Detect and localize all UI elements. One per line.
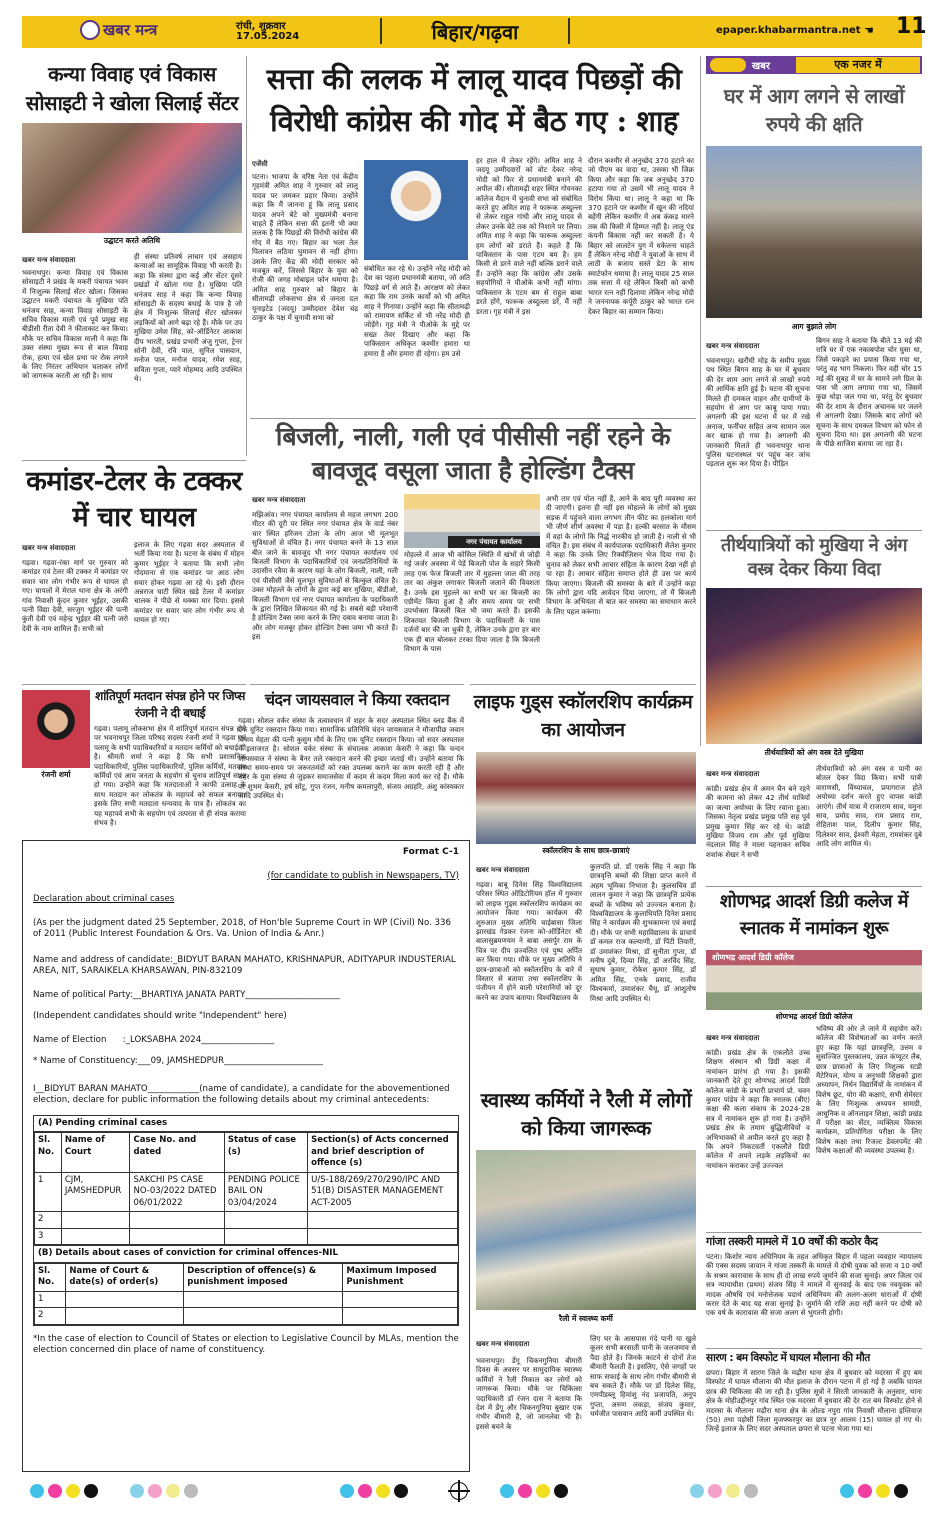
shonbhadra-byline: खबर मन्त्र संवाददाता: [706, 1034, 760, 1042]
kanya-photo: [22, 123, 242, 233]
commander-byline: खबर मन्त्र संवाददाता: [22, 544, 76, 552]
ek-nazar-logo-icon: [710, 58, 746, 72]
bijli-text-col1: मझिआंव। नगर पंचायत कार्यालय से महज लगभग 200 मीटर की दूरी पर स्थित नगर पंचायत क्षेत्र के वार्ड नंबर चार स्थित हरिजन टोला के लोग आज भी मूलभूत सुविधाओं से वंचित है। नगर पंचायत बनने के 13 साल बीत जाने के बावजूद भी नगर पंचायत कार्यालय एवं बिजली विभाग के पदाधिकारियों एवं जनप्रतिनिधियों के उदासीन रवैया के कारण यहां के लोग बिजली, नाली, गली एवं पीसीसी जैसे मूलभूत सुविधाओं से बिल्कुल वंचित है। उक्त मोहल्ले के लोगों के द्वारा कई बार मुखिया, बीडीओ, बिजली विभाग एवं नगर पंचायत कार्यालय के पदाधिकारी के द्वारा लिखित शिकायत की गई है। सबसे बड़ी परेशानी है होल्डिंग टैक्स जमा करने के लिए दबाव बनाया जाता है। और लोग मजबूर होकर होल्डिंग टैक्स जमा भी करते हैं। इस: [252, 510, 398, 642]
table-cell: 1: [35, 1172, 62, 1212]
table-header-cell: Maximum Imposed Punishment: [343, 1263, 458, 1291]
form-footnote: *In the case of election to Council of States or election to Legislative Council by MLAs, mention the election concerned din place of name of constituency.: [33, 1333, 459, 1355]
chandan-text: गढ़वा। सोशल वर्कर संस्था के तत्वावधान में शहर के सदर अस्पताल स्थित ब्लड बैंक में एक यूनिट रक्तदान किया गया। सामाजिक प्रतिनिधि चंदन जायसवाल ने मौजापीछ जवान विजय मेहता की पत्नी कुसुम मौर्य के लिए एक यूनिट रक्तदान किया। जो सदर अस्पताल में इलाजरत है। सोशल वर्कर संस्था के संचालक आकाश केसरी ने कहा कि चन्दन जायसवाल ने संस्था के बैनर तले रक्तदान करने की इच्छा जताई थी। उन्होंने बताया कि संस्था समय-समय पर जरूरतमंदों को रक्त उपलब्ध कराने का काम करती रही है और शहर के युवा संस्था से जुड़कर समाजसेवा में कदम से कदम मिला कार्य कर रहे हैं। मौके पर शुभम केसरी, हर्ष सोंटू, गुप्त रंजन, मनीष कमलापुरी, संजय अग्रहरि, अंशु कांस्यकार आदि उपस्थित थे।: [238, 716, 464, 801]
form-section-b: (B) Details about cases of conviction for criminal offences-NIL: [34, 1245, 458, 1263]
table-cell: [224, 1228, 307, 1245]
brand-logo-icon: [80, 20, 100, 40]
table-header-cell: Name of Court & date(s) of order(s): [66, 1263, 184, 1291]
swasthya-text-col2: लिए घर के आसपास गंदे पानी या खुले कूलर सभी बरसाती पानी के जलजमाव से पैदा होते है। जिनके काटने से दोनों तेज बीमारी फैलती है। इसलिए, ऐसे जगहों पर साफ सफाई के साथ लोग गंभीर बीमारी से बच सकते हैं। मौके पर डॉ दिलेश सिंह, एमपीडब्लू हिमांशु नंद प्रजापति, अनूप गुप्ता, अरुण लकड़ा, संजय कुमार, धर्मजीत पासवान आदि कर्मी उपस्थित थे।: [590, 1334, 696, 1419]
form-section-a: (A) Pending criminal cases: [34, 1116, 458, 1133]
shonbhadra-banner: शोणभद्र आदर्श डिग्री कॉलेज: [712, 953, 794, 962]
kanya-byline: खबर मन्त्र संवाददाता: [22, 256, 76, 264]
table-cell: [61, 1212, 130, 1229]
shonbhadra-text-col1: कांडी। प्रखंड क्षेत्र के एकलौते उच्च शिक्षण संस्थान श्री डिग्री कक्षा में नामांकन प्रारंभ हो गया है। इसकी जानकारी देते हुए शोणभद्र आदर्श डिग्री कॉलेज कांडी के प्रभारी प्राचार्य प्रो. चवन कुमार पांडेय ने कहा कि स्नातक (बीए) कक्षा की कला संकाय के 2024-28 सत्र में नामांकन शुरू हो गया है। उन्होंने प्रखंड क्षेत्र के तमाम बुद्धिजीवियों व अभिभावकों से अपील करते हुए कहा है कि अपने निकटवर्ती एकलौते डिग्री कॉलेज में अपने लड़के लड़कियों का नामांकन कराकर उन्हें उज्ज्वल: [706, 1048, 810, 1170]
table-cell: [130, 1228, 224, 1245]
commander-text-col1: गढ़वा। गढ़वा-रंका मार्ग पर गुरुवार को कमांडर एवं टेलर की टक्कर में कमांडर पर सवार चार लोग गंभीर रूप से घायल हो गए। घायलों में मेराल थाना क्षेत्र के अरंगी गांव निवासी कुंदन कुमार भूईहर, उसकी पत्नी विद्या देवी, सरजुग भूईहर की पत्नी कुंती देवी एवं महेन्द्र भूईहर की पत्नी जरो देवी के नाम शामिल हैं। सभी को: [22, 558, 128, 633]
table-cell: PENDING POLICE BAIL ON 03/04/2024: [224, 1172, 307, 1212]
tirth-photo: [706, 588, 922, 744]
shah-text-col4: दौरान कश्मीर से अनुच्छेद 370 हटाने का जो पीएम का वादा था, उसका भी जिक्र किया और कहा कि जब अनुच्छेद 370 हटाया गया तो उसमें भी लालू यादव ने विरोध किया था। लालू ने कहा था कि 370 हटाने पर कश्मीर में खून की नदियां बहेंगी लेकिन कश्मीर में अब कंकड़ मारने तक की किसी में हिम्मत नहीं है। लालू एंड कंपनी बिकास नहीं कर सकती है। ये बिहार को लालटेन युग में धकेलना चाहते हैं लेकिन नरेन्द्र मोदी ने युवाओं के साथ में लाठी के बजाय सस्ते डेटा के साथ स्मार्टफोन थमाया है। लालू यादव 25 साल तक सत्ता में रहे लेकिन किसी को कभी भारत रत्न नहीं दिलाया लेकिन नरेन्द्र मोदी ने जननायक कर्पूरी ठाकुर को भारत रत्न देकर बिहार का सम्मान किया।: [588, 156, 694, 316]
table-cell: SAKCHI PS CASE NO-03/2022 DATED 06/01/2022: [130, 1172, 224, 1212]
commander-headline: कमांडर-टेलर के टक्कर में चार घायल: [26, 466, 242, 533]
kanya-headline: कन्या विवाह एवं विकास सोसाइटी ने खोला सिलाई सेंटर: [25, 62, 239, 115]
table-cell: [308, 1212, 458, 1229]
aag-photo: [706, 146, 922, 318]
pending-case-row: [35, 1228, 458, 1245]
shanti-text: गढ़वा। पलामू लोकसभा क्षेत्र में शांतिपूर्ण मतदान संपन्न होने पर भवनाथपुर जिला परिषद सदस्य रंजनी शर्मा ने गढ़वा एवं पलामू के सभी पदाधिकारियों व मतदान कर्मियों को बधाई दी है। श्रीमती शर्मा ने कहा है कि सभी प्रशासनिक पदाधिकारियों, पुलिस पदाधिकारियों, पुलिस कर्मियों, मतदान कर्मियों एवं आम जनता के सहयोग से चुनाव शांतिपूर्ण संपन्न हो गया। उन्होंने कहा कि मतदाताओं ने काफी उत्साह के साथ मतदान कर लोकतंत्र के महापर्व को सफल बनाया। इसके लिए सभी मतदाता धन्यवाद के पात्र हैं। लोकतंत्र का यह महापर्व सभी के सहयोग एवं तत्परता से ही संपन्न कराया संभव है।: [94, 724, 246, 828]
table-cell: 2: [35, 1308, 66, 1325]
bijli-text-col2: मोहल्ले में आज भी कोसिल स्थिति में खंभों से जोड़ी गई जर्जर अवस्था में पेड़ें बिजली पोल के सहारे किसी तरह एक फेज बिजली तार में मुहल्ला जाल की तरह तार का अंकुश लगाकर बिजली जलाने की विवशता है। उनके इस मुहल्ले का सभी घर का बिजली का एग्रीमेंट किया हुआ है और समय समय पर सभी उपभोक्ता बिजली बिल भी जमा करते हैं। इसकी शिकायत बिजली विभाग के पदाधिकारी के पास दर्जनों बार की जा चुकी है, लेकिन उनके द्वारा हर बार एक ही बात बोलकर टरका दिया जाता है कि बिजली विभाग के पास: [404, 550, 540, 654]
table-cell: [308, 1228, 458, 1245]
shonbhadra-text-col2: भविष्य की ओर ले जाने में सहयोग करें। कॉलेज की विशेषताओं का वर्णन करते हुए कहा कि यहां छात्रवृत्ति, उत्तम व सुसज्जित पुस्तकालय, उन्नत कंप्यूटर लैब, छात्र छात्राओं के लिए निशुल्क स्टडी मैटेरियल, योग्य व अनुभवी शिक्षकों द्वारा अध्यापन, निर्धन विद्यार्थियों के नामांकन में विशेष छूट, योग की कक्षाएं, सभी सेमेस्टर के लिए निःशुल्क अध्ययन सामग्री, आधुनिक व ऑनलाइन शिक्षा, कांडी प्रखंड में परीक्षा का सेंटर, व्यक्तित्व विकास कार्यक्रम, प्रतियोगिता परीक्षा के लिए विशेष कक्षा तथा रिजल्ट डेवलपमेंट की विशेष कक्षाओं की व्यवस्था उपलब्ध है।: [816, 1024, 922, 1156]
aag-headline: घर में आग लगने से लाखों रुपये की क्षति: [723, 84, 905, 136]
swasthya-headline: स्वास्थ्य कर्मियों ने रैली में लोगों को किया जागरूक: [480, 1088, 692, 1140]
form-title: Format C-1: [402, 847, 459, 857]
commander-text-col2: इलाज के लिए गढ़वा सदर अस्पताल में भर्ती किया गया है। घटना के संबंध में मोहन कुमार भूईहर ने बताया कि सभी लोग गोदमाना से एक कमांडर पर आठ लोग सवार होकर गढ़वा आ रहे थे। इसी दौरान अन्नराज घाटी स्थित खड़े टेलर में कमांडर चालक ने पीछे से धक्का मार दिया। इससे कमांडर पर सवार चार लोग गंभीर रूप से घायल हो गए।: [134, 540, 244, 625]
swasthya-photo: [476, 1150, 696, 1310]
table-cell: [130, 1212, 224, 1229]
tirth-text-col1: कांडी। प्रखंड क्षेत्र में अमन चैन बने रहने की कामना को लेकर 42 तीर्थ यात्रियों का जत्था अयोध्या के लिए रवाना हुआ। जिसका नेतृत्व प्रखंड प्रमुख पति सह पूर्व प्रमुख कुमार सिंह कर रहे थे। कांडी मुखिया विजय राम और पूर्व मुखिया नंदलाल सिंह ने माला पहनाकर सचिव शशांक शेखर ने सभी: [706, 784, 810, 859]
form-judgment: (As per the judgment dated 25 September, 2018, of Hon'ble Supreme Court in WP (Civil) No. 336 of 2011 (Public Interest Foundation & Ors. Va. Union of India & Anr.): [33, 917, 451, 939]
saran-headline: सारण : बम विस्फोट में घायल मौलाना की मौत: [706, 1352, 870, 1364]
table-header-cell: Description of offence(s) & punishment imposed: [184, 1263, 343, 1291]
life-text-col1: गढ़वा। बाबू दिनेश सिंह विश्वविद्यालय परिसर स्थित ऑडिटोरियम हॉल में गुरुवार को लाइफ गुड्स स्कॉलरशिप कार्यक्रम का आयोजन किया गया। कार्यक्रम की शुरुआत मुख्य अतिथि चाईबासा जिला झारखंड गेडकर रंजना को-ऑर्डिनेटर श्री बालासुब्रमणयम ने बाबा असर्पुर राम के चित्र पर दीप प्रज्वलित एवं पुष्प अर्पित कर किया गया। मौके पर मुख्य अतिथि ने छात्र-छात्राओं को स्कॉलरशिप के बारे में विस्तार से बताया तथा स्कॉलरशिप के पंजीयन में होने वाली परेशानियों को दूर करने का उपाय बताया। विश्वविद्यालय के: [476, 880, 582, 1002]
ganja-text: पटना। किशोर न्याय अधिनियम के तहत अधिकृत बिहार में पहला व्यवहार न्यायालय की एक्स सदस्य जावान ने गांजा तस्करी के मामले में दोषी युवक को सजा व 10 वर्षों के सश्रम कारावास के साथ ही दो लाख रुपये जुर्माने की सजा सुनाई। अपर जिला एवं सत्र न्यायाधीश (प्रथम) संजय सिंह ने मामले में सुनवाई के बाद एक नवयुवक को मादक औषधि एवं मनोत्तेजक पदार्थ अधिनियम की अलग-अलग धाराओं में दोषी करार देते के बाद यह सजा सुनाई है। जुर्माने की राशि अदा नहीं करने पर दोषी को एक वर्ष के कारावास की सजा अलग से भुगतनी होगी।: [706, 1252, 922, 1318]
bijli-byline: खबर मन्त्र संवाददाता: [252, 496, 306, 504]
epaper-url[interactable]: epaper.khabarmantra.net: [716, 25, 861, 36]
table-cell: [184, 1291, 343, 1308]
swasthya-byline: खबर मन्त्र संवाददाता: [476, 1340, 530, 1348]
table-header-cell: Name of Court: [61, 1133, 130, 1173]
ganja-headline: गांजा तस्करी मामले में 10 वर्षों की कठोर कैद: [706, 1235, 878, 1248]
footer-color-marks: [0, 1480, 945, 1510]
table-cell: 2: [35, 1212, 62, 1229]
table-cell: [61, 1228, 130, 1245]
bijli-text-col3: अभी तार एवं पोल नहीं है, आने के बाद पूरी व्यवस्था कर दी जाएगी। इतना ही नहीं इस मोहल्ले के लोगों को मुख्य सड़क में पहुंचने वाला लगभग तीन फीट का हलकोला मार्ग भी जीर्ण शीर्ण अवस्था में पड़ा है। हल्की बरसात के मौसम में वहां के लोगों कि निर्द्ध नारकीय हो जाती है। नाली से भी वंचित है। इस संबंध में कार्यपालक पदाधिकारी शैलेश कुमार ने कहा कि उनके लिए रिक्वीज़िशन भेज दिया गया है। चुनाव को लेकर सभी आचार संहिता के कारण देखा नहीं हो पा रहा है। आचार संहिता समाप्त होते ही उस पर कार्य किया जाएगा। बिजली की समस्या के बारे में उन्होंने कहा कि लोगों द्वारा यदि आवेदन दिया जाएगा, तो मैं बिजली विभाग के अभियंता से बात कर समस्या का समाधान करने के लिए पहल करूंगा।: [546, 494, 696, 616]
pending-cases-table: [34, 1132, 458, 1245]
cursor-icon: ☚: [864, 24, 874, 37]
kanya-caption: उद्घाटन करते अतिथि: [103, 236, 161, 245]
form-subtitle: (for candidate to publish in Newspapers, TV): [267, 870, 459, 881]
pending-case-row: [35, 1172, 458, 1212]
shah-headline: सत्ता की ललक में लालू यादव पिछड़ों की विरोधी कांग्रेस की गोद में बैठ गए : शाह: [266, 62, 682, 138]
ek-nazar-tag: खबर: [752, 61, 770, 72]
kanya-text-col2: ही संस्था प्रतिवर्ष लाचार एवं असहाय कन्याओं का सामूहिक विवाह भी करती है। कहा कि संस्था द्वारा कई और सेंटर दूसरे प्रखंडों में खोला गया है। मुखिया पति धनंजय साह ने कहा कि कन्या विवाह सोसाइटी के सदस्य बधाई के पात्र है जो क्षेत्र में निःशुल्क सिलाई सेंटर खोलकर लड़कियों को आगे बढ़ा रहे हैं। मौके पर उप मुखिया उमेश सिंह, को-ऑर्डिनेटर आकाश दीप भारती, प्रखंड प्रभारी अंजु गुप्ता, ट्रेनर सोनी देवी, रवि पाल, सुनिल पासवान, मनोज पाल, मनोज यादव, रमेश साह, सविता गुप्ता, प्यारे मोहम्मद आदि उपस्थित थे।: [134, 252, 242, 384]
aag-text-col1: भवनाथपुर। खरौंधी मोड़ के समीप मुख्य पथ स्थित बिगन साह के घर में बुधवार की देर शाम आग लगने से लाखों रुपये की आर्थिक क्षति हुई है। घटना की सूचना मिलते ही दमकल वाहन और ग्रामीणों के सहयोग से आग पर काबू पाया गया। अगलगी की इस घटना में घर में रखे अनाज, फर्नीचर सहित अन्य सामान जल कर खाक हो गया है। अगलगी की जानकारी मिलते ही भवनाथपुर थाना पुलिस घटनास्थल पर पहुंच कर जांच पड़ताल शुरू कर दिया है। पीड़ित: [706, 356, 810, 469]
conviction-row: [35, 1291, 458, 1308]
table-cell: [224, 1212, 307, 1229]
form-statement: I__BIDYUT BARAN MAHATO____________(name of candidate), a candidate for the abovementioned election, declare for public information the following details about my criminal antecedents:: [33, 1083, 450, 1105]
table-header-cell: Section(s) of Acts concerned and brief description of offence (s): [308, 1133, 458, 1173]
chandan-headline: चंदन जायसवाल ने किया रक्तदान: [264, 690, 450, 709]
form-independent: (Independent candidates should write "Independent" here): [33, 1011, 287, 1021]
shah-byline: एजेंसी: [252, 160, 268, 168]
table-cell: [184, 1308, 343, 1325]
kanya-text-col1: भवनाथपुर। कन्या विवाह एवं विकास सोसाइटी ने प्रखंड के मकरी पंचायत भवन में निःशुल्क सिलाई सेंटर खोला। जिसका उद्घाटन मकरी पंचायत के मुखिया पति धनंजय साह, कन्या विवाह सोसाइटी के सचिव विकास माली एवं पूर्व प्रमुख सह बीडीसी रीता देवी ने फीताकाट कर किया। मौके पर सचिव विकास माली ने कहा कि उक्त संस्था मुख्य रूप से बाल विवाह रोक, हत्या एवं खेल प्रथा पर रोक लगाने के लिए निरंतर अभियान चलाकर लोगों को जागरूक करती आ रही है। साथ: [22, 268, 128, 381]
table-cell: [66, 1291, 184, 1308]
page-number: 11: [896, 14, 927, 39]
aag-text-col2: बिगन साह ने बताया कि बीते 13 मई की रात्रि घर में एक नकाबपोश चोर घुसा था, जिसे पकड़ने का प्रयास किया गया था, परंतु वह भाग निकला। फिर वही चोर 15 मई की सुबह में घर के सामने लगे ग्रिल के पास भी आग लगाया गया था, जिसमें कुछ थोड़ा जल गया था, परंतु देर बुधवार की देर शाम के दौरान अचानक घर जलने से अगलगी देखा। जिसके बाद लोगों को सूचना के साथ दमकल विभाग को फोन से सूचना दिया था। इस अगलगी की घटना के पीछे साजिश बताया जा रहा है।: [816, 336, 922, 449]
life-text-col2: कुलपति प्रो. डॉ एसके सिंह ने कहा कि छात्रवृत्ति बच्चों की शिक्षा प्राप्त करने में अहम भूमिका निभाता है। कुलसचिव डॉ लालन कुमार ने कहा कि छात्रवृत्ति प्रत्येक बच्चों के भविष्य को उज्ज्वल बनाता है। विश्वविद्यालय के कुलाधिपति दिनेश प्रसाद सिंह ने कार्यक्रम की शुभकामना एवं बधाई दी। मौके पर सभी महाविद्यालय के प्राचार्य डॉ कमल राज कल्याणी, डॉ पिंटी तिवारी, डॉ उमाशंकर मिश्रा, डॉ सुनीता गुप्ता, डॉ मनीष दुबे, दिव्या सिंह, डॉ अरविंद सिंह, सुधाष कुमार, रोकेश कुमार सिंह, डॉ अमित सिंह, एनके प्रसाद, राजीव विश्वकर्मा, उमाशंकर चैधू, डॉ आशुतोष मिश्रा आदि उपस्थित थे।: [590, 862, 696, 1003]
shonbhadra-caption: शोणभद्र आदर्श डिग्री कॉलेज: [775, 1012, 853, 1021]
table-header-cell: Sl. No.: [35, 1133, 62, 1173]
bijli-caption: नगर पंचायत कार्यालय: [448, 536, 540, 548]
table-cell: CJM, JAMSHEDPUR: [61, 1172, 130, 1212]
shanti-headline: शांतिपूर्ण मतदान संपन्न होने पर जिप्स रंजनी ने दी बधाई: [95, 689, 245, 720]
shanti-caption: रंजनी शर्मा: [41, 770, 71, 779]
life-byline: खबर मन्त्र संवाददाता: [476, 866, 530, 874]
table-header-cell: Sl. No.: [35, 1263, 66, 1291]
shonbhadra-headline: शोणभद्र आदर्श डिग्री कलेज में स्नातक में नामांकन शुरू: [719, 891, 909, 939]
table-cell: 1: [35, 1291, 66, 1308]
tirth-byline: खबर मन्त्र संवाददाता: [706, 770, 760, 778]
shah-photo: [364, 160, 468, 260]
form-declaration: Declaration about criminal cases: [33, 894, 175, 904]
brand-name: खबर मन्त्र: [103, 21, 158, 39]
pending-case-row: [35, 1212, 458, 1229]
shah-text-col2: संबोधित कर रहे थे। उन्होंने नरेंद्र मोदी को देश का पहला प्रधानमंत्री बताया, जो अति पिछड़े वर्ग से आते हैं। आरक्षण को लेकर कहा कि राम उनके कार्यों को भी अमित शाह ने गिनाया। उन्होंने कहा कि सीतामढ़ी को रामायण सर्किट से भी नरेंद्र मोदी ही जोड़ेंगे। गृह मंत्री ने पीओके के मुद्दे पर सख्त तेवर दिखाए और कहा कि पाकिस्तान अधिकृत कश्मीर हमारा था हमारा है और हमारा ही रहेगा। हम उसे: [364, 264, 470, 358]
conviction-row: [35, 1308, 458, 1325]
table-cell: [66, 1308, 184, 1325]
life-caption: स्कॉलरशिप के साथ छात्र-छात्राएं: [542, 846, 630, 855]
table-cell: [343, 1308, 458, 1325]
aag-byline: खबर मन्त्र संवाददाता: [706, 342, 760, 350]
life-photo: [476, 752, 696, 844]
form-election: Name of Election :_LOKSABHA 2024_________________: [33, 1034, 275, 1045]
swasthya-caption: रैली में स्वास्थ्य कर्मी: [559, 1314, 613, 1323]
tirth-caption: तीर्थयात्रियों को अंग वस्त्र देते मुखिया: [764, 748, 864, 757]
masthead-date: 17.05.2024: [236, 31, 300, 42]
table-cell: [343, 1291, 458, 1308]
bijli-headline: बिजली, नाली, गली एवं पीसीसी नहीं रहने के बावजूद वसूला जाता है होल्डिंग टैक्स: [275, 422, 671, 485]
swasthya-text-col1: भवनाथपुर। डेंगू चिकनगुनिया बीमारी दिवस के अवसर पर सामुदायिक स्वास्थ्य कर्मियों ने रैली निकाल कर लोगों को जागरूक किया। मौके पर चिकित्सा पदाधिकारी डॉ रंजन दास ने बताया कि देश में डेंगू और चिकनगुनिया बुखार एक गंभीर बीमारी है, जो जानलेवा भी है। इससे बचने के: [476, 1356, 582, 1431]
table-cell: 3: [35, 1228, 62, 1245]
form-c1-box: [22, 840, 470, 1472]
ek-nazar-title: एक नजर में: [796, 57, 920, 73]
masthead-city-day: रांची, शुक्रवार: [236, 21, 286, 32]
tirth-text-col2: तीर्थयात्रियों को अंग वस्त्र व पानी का बोतल देकर विदा किया। सभी यात्री वाराणसी, विंध्याचल, प्रयागराज होते अयोध्या दर्शन करते हुए वापस कांडी आएंगे। तीर्थ यात्रा में राजाराम साव, यमुना साव, प्रमोद साव, राम प्रसाद राम, रोहिताश पाल, दिलीप कुमार सिंह, दिलेश्वर साव, ईश्वरी मेहता, रामशंकर दुबे आदि लोग शामिल थे।: [816, 764, 922, 849]
tirth-headline: तीर्थयात्रियों को मुखिया ने अंग वस्त्र देकर किया विदा: [721, 535, 907, 580]
table-header-cell: Status of case (s): [224, 1133, 307, 1173]
table-header-cell: Case No. and dated: [130, 1133, 224, 1173]
form-name-address: Name and address of candidate:_BIDYUT BARAN MAHATO, KRISHNAPUR, ADITYAPUR INDUSTERIAL AREA, NIT, SARAIKELA KHARSAWAN, PIN-832109: [33, 954, 456, 976]
conviction-table: [34, 1263, 458, 1325]
shanti-photo: [22, 690, 90, 768]
section-title: बिहार/गढ़वा: [380, 18, 570, 44]
aag-caption: आग बुझाते लोग: [791, 322, 837, 331]
table-cell: U/S-188/269/270/290/IPC AND 51(B) DISASTER MANAGEMENT ACT-2005: [308, 1172, 458, 1212]
form-constituency: * Name of Constituency:___09, JAMSHEDPUR_______________________: [33, 1056, 323, 1066]
saran-text: छपरा। बिहार में सारण जिले के मढ़ौरा थाना क्षेत्र में बुधवार को मदरसा में हुए बम विस्फोट में घायल मौलाना की मौत इलाज के दौरान पटना में हो गई है जबकि घायल छात्र की चिकित्सा की जा रही है। पुलिस सूत्रों ने सिरती जानकारी के अनुसार, थाना क्षेत्र के मोहीउद्दीनपुर गांव स्थित एक मदरसा में बुधवार की देर रात बम विस्फोट होने से मदरसा के मौलाना मढ़ौरा थाना क्षेत्र के ओल्ड नपुरा गांव निवासी मौलाना इम्तियाज़ (50) तथा पड़ोसी जिला मुजफ्फरपुर का छात्र नूर आलम (15) घायल हो गए थे। जिन्हें इलाज के लिए सदर अस्पताल छपरा से पटना भेजा गया था।: [706, 1368, 922, 1434]
life-headline: लाइफ गुड्स स्कॉलरशिप कार्यक्रम का आयोजन: [473, 691, 693, 741]
shah-text-col3: हर हाल में लेकर रहेंगे। अमित शाह ने जदयू उम्मीदवारों को वोट देकर नरेन्द्र मोदी को फिर से प्रधानमंत्री बनाने की अपील की। सीतामढ़ी शहर स्थित गोयनका कॉलेज मैदान में चुनावी सभा को संबोधित करते हुए अमित शाह ने फारूक अब्दुल्ला से लेकर राहुल गांधी और लालू यादव से लेकर उनके बेटे तक को निशाने पर लिया। अमित शाह ने कहा कि फारूक अब्दुल्ला हम लोगों को डराते हैं। कहते हैं कि पाकिस्तान के पास एटम बम है। हम किसी से डरने वाले नहीं बल्कि डराने वाले हैं। उन्होंने कहा कि कांग्रेस और उसके सहयोगियों ने पीओके कभी नहीं मांगा। पाकिस्तान के एटम बम से राहुल बाबा डरते होंगे, फारूक अब्दुल्ला डरें, मैं नहीं डरता। गृह मंत्री ने इस: [476, 156, 582, 316]
form-party: Name of political Party:__BHARTIYA JANATA PARTY______________________: [33, 989, 340, 1000]
shah-text-col1: पटना। भाजपा के वरिष्ठ नेता एवं केंद्रीय गृहमंत्री अमित शाह ने गुरुवार को लालू यादव पर जमकर प्रहार किया। उन्होंने कहा कि मैं जानना हूं कि लालू प्रसाद यादव अपने बेटे को मुख्यमंत्री बनाना चाहते हैं लेकिन सत्ता की इतनी भी क्या ललक है कि पिछड़ों की विरोधी कांग्रेस की गोद में बैठ गए। बिहार का भला तेल पिलावन लठिया घुमावन से नहीं होगा। उसके लिए केंद्र की मोदी सरकार को मजबूत करें, जिससे बिहार के युवा को रोजी की जगह मोबाइल फोन थमाया है। अमित शाह गुरुवार को बिहार के सीतामढ़ी लोकसभा क्षेत्र से जनता दल यूनाइटेड (जदयू) उम्मीदवार देवेश चंद्र ठाकुर के पक्ष में चुनावी सभा को: [252, 172, 358, 323]
